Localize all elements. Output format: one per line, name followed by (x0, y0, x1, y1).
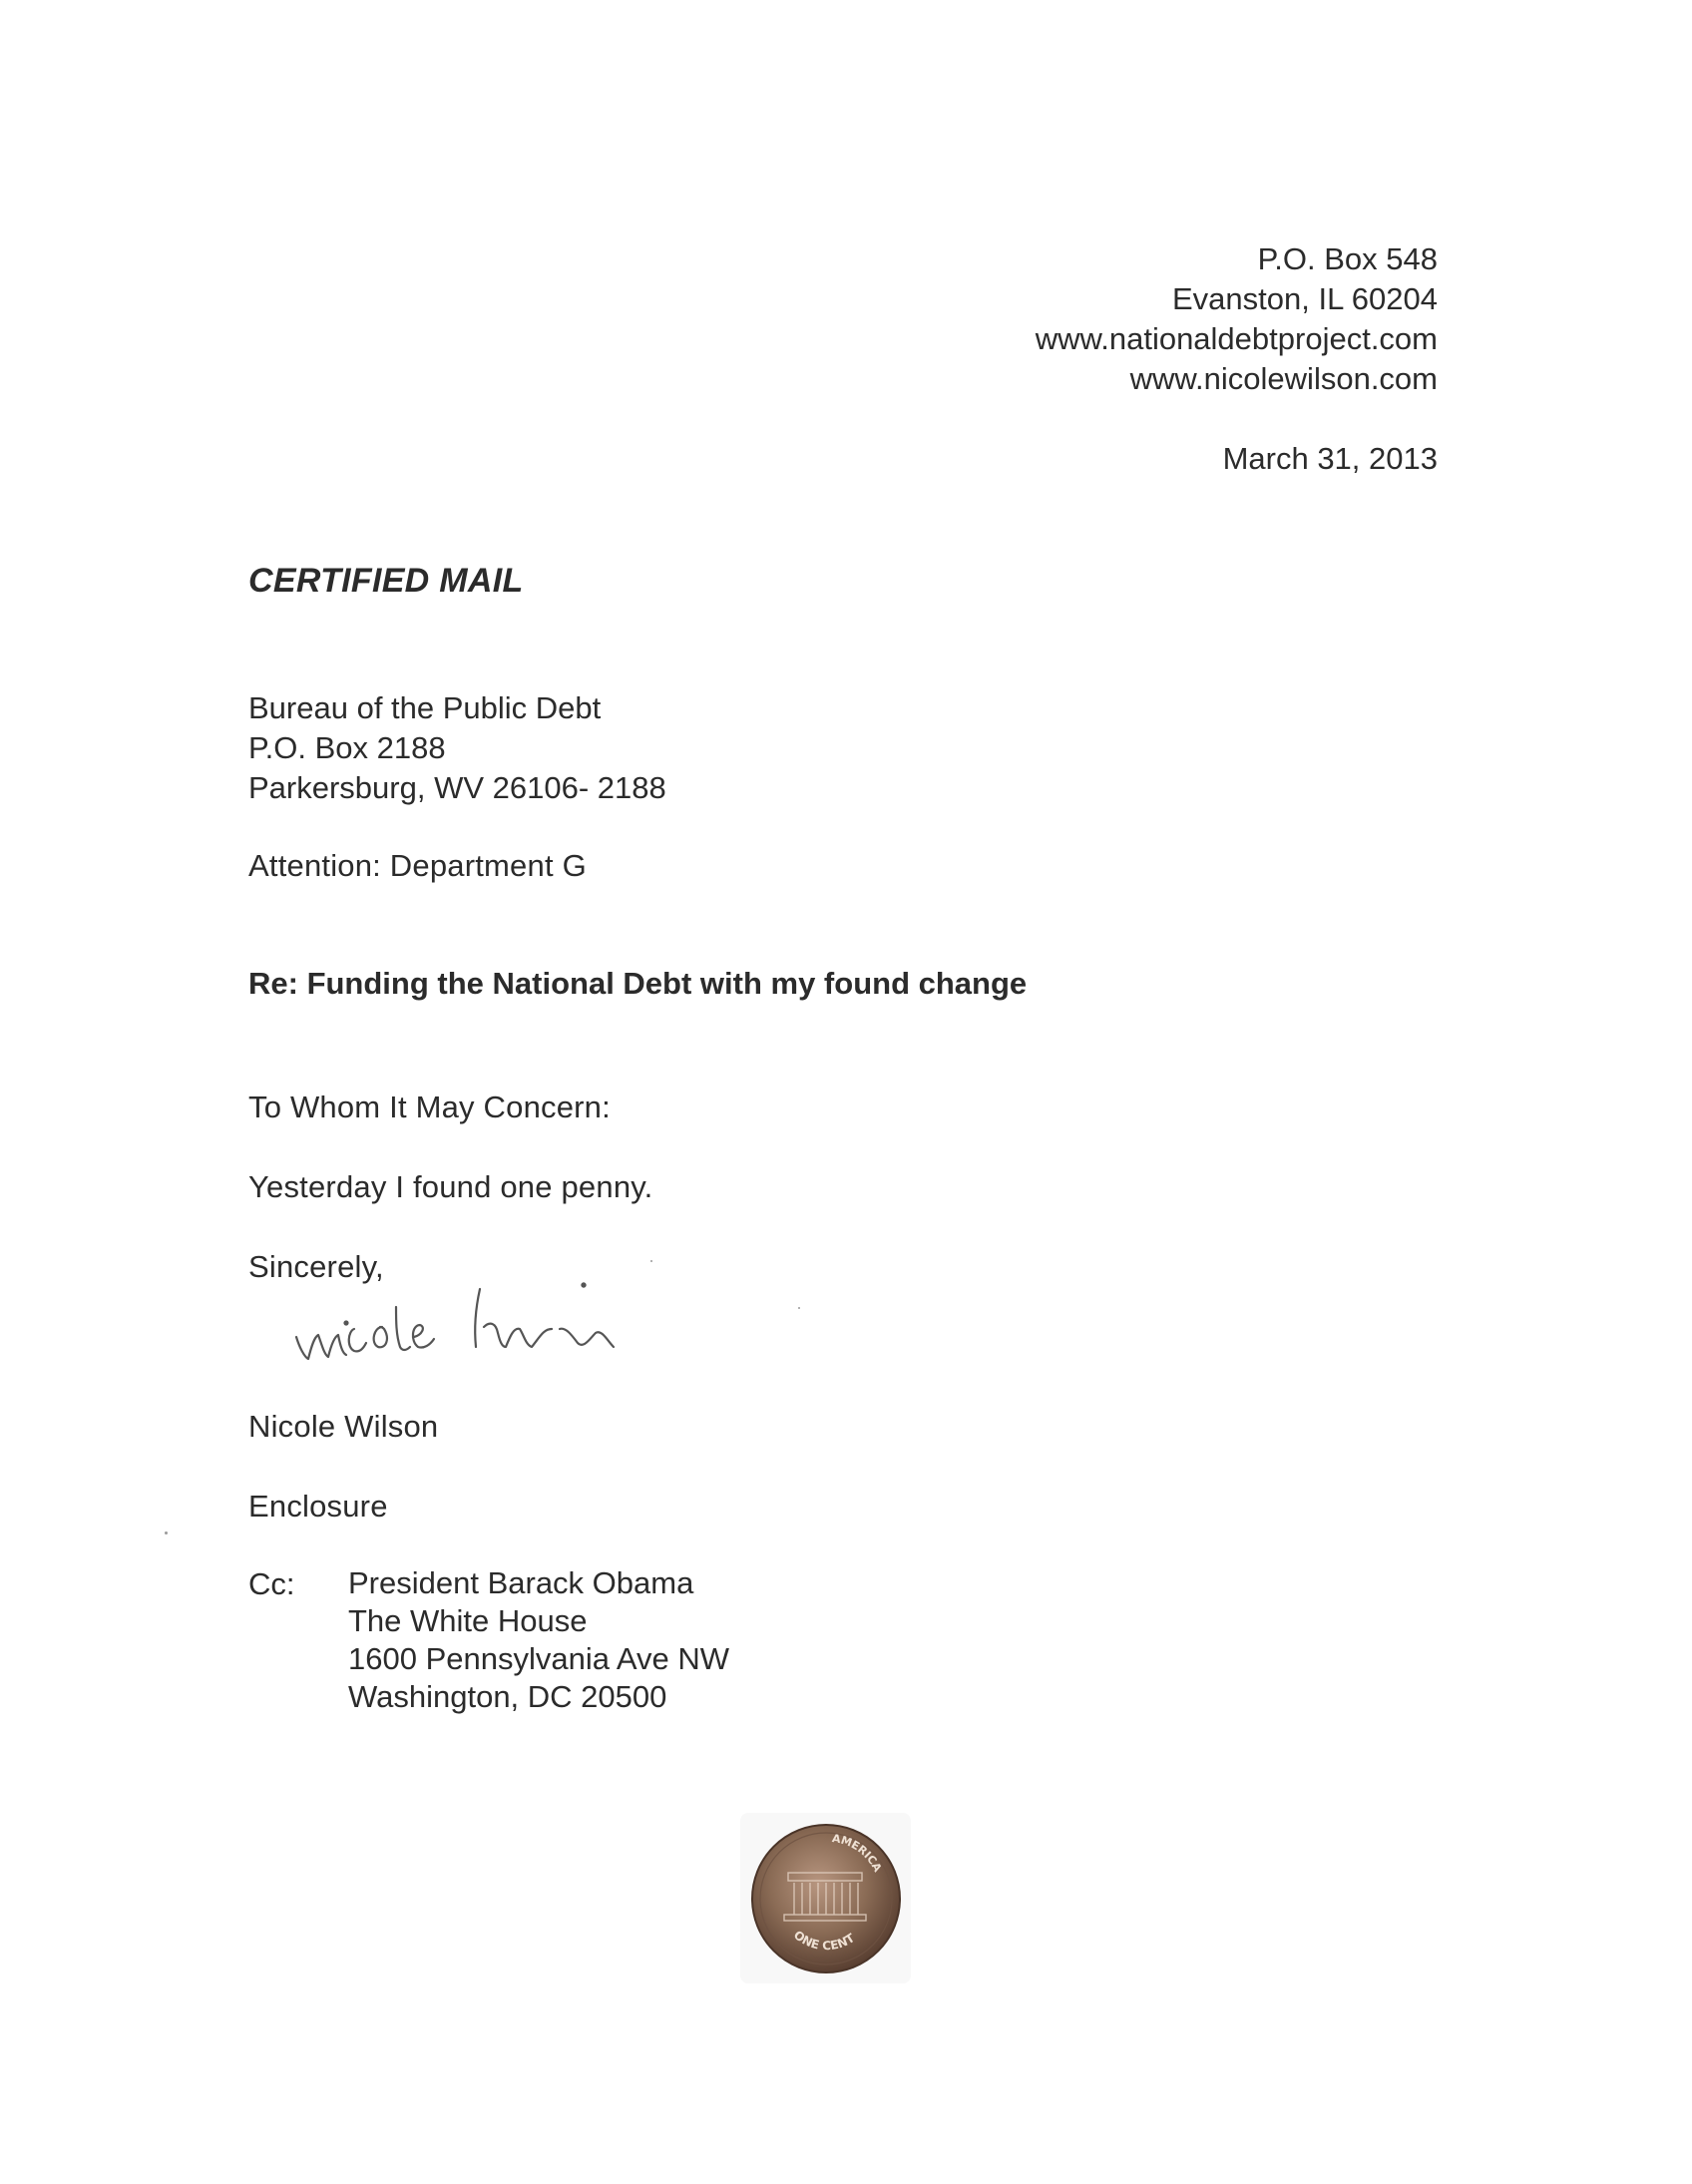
sender-address-block (1036, 239, 1438, 399)
cc-line: 1600 Pennsylvania Ave NW (348, 1641, 729, 1676)
penny-coin-image (738, 1811, 913, 1985)
recipient-name: Bureau of the Public Debt (248, 690, 602, 725)
penny-top-text: AMERICA (831, 1832, 885, 1875)
scan-speck (650, 1260, 652, 1262)
cc-line: The White House (348, 1603, 588, 1638)
recipient-po-box: P.O. Box 2188 (248, 730, 446, 765)
recipient-address-block (248, 688, 666, 808)
subject-line: Re: Funding the National Debt with my found change (248, 966, 1028, 1001)
scan-speck (798, 1307, 800, 1309)
penny-bottom-text: ONE CENT (790, 1928, 858, 1954)
handwritten-signature (284, 1267, 723, 1377)
sender-city-state-zip: Evanston, IL 60204 (1172, 281, 1438, 316)
sender-website-2: www.nicolewilson.com (1129, 361, 1438, 396)
enclosure-note: Enclosure (248, 1489, 388, 1524)
sender-website-1: www.nationaldebtproject.com (1035, 321, 1438, 356)
recipient-city-state-zip: Parkersburg, WV 26106- 2188 (248, 770, 666, 805)
closing: Sincerely, (248, 1249, 384, 1284)
certified-mail-heading: CERTIFIED MAIL (248, 562, 524, 600)
cc-label: Cc: (248, 1566, 295, 1601)
salutation: To Whom It May Concern: (248, 1090, 611, 1124)
cc-address-block (348, 1564, 729, 1716)
cc-line: President Barack Obama (348, 1565, 694, 1600)
letter-date: March 31, 2013 (1222, 441, 1438, 476)
sender-po-box: P.O. Box 548 (1257, 241, 1438, 276)
signer-name: Nicole Wilson (248, 1409, 439, 1444)
attention-line: Attention: Department G (248, 848, 587, 883)
scan-speck (165, 1531, 168, 1534)
cc-line: Washington, DC 20500 (348, 1679, 667, 1714)
letter-body: Yesterday I found one penny. (248, 1169, 653, 1204)
